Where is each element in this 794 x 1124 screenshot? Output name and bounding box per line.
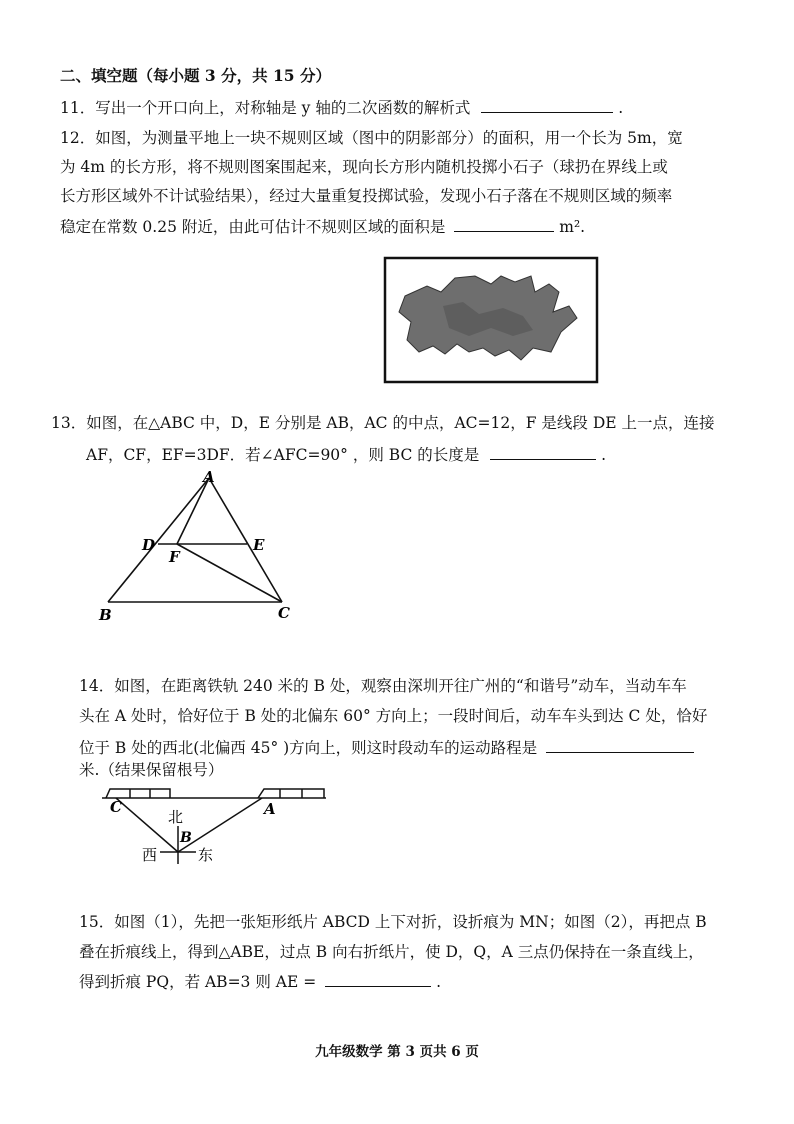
train-a bbox=[258, 789, 324, 798]
q15-line-1: 15．如图（1），先把一张矩形纸片 ABCD 上下对折，设折痕为 MN；如图（2），再把点 B bbox=[79, 913, 707, 931]
label-a: A bbox=[264, 800, 276, 818]
q15-answer-blank[interactable] bbox=[325, 970, 431, 987]
q12-line-4 bbox=[60, 215, 585, 237]
page-footer: 九年级数学 第 3 页共 6 页 bbox=[315, 1044, 479, 1060]
q13-line-2 bbox=[86, 443, 606, 465]
q13-text: AF，CF，EF=3DF．若∠AFC=90° ，则 BC 的长度是 bbox=[86, 446, 480, 464]
q14-line-4: 米.（结果保留根号） bbox=[79, 761, 224, 779]
q13-answer-blank[interactable] bbox=[490, 443, 596, 460]
q15-text: 得到折痕 PQ，若 AB=3 则 AE = bbox=[79, 973, 317, 991]
segment-ac bbox=[209, 478, 282, 602]
q12-figure bbox=[383, 256, 603, 386]
label-north: 北 bbox=[168, 808, 184, 826]
label-f: F bbox=[169, 548, 180, 566]
q14-answer-blank[interactable] bbox=[546, 736, 694, 753]
label-a: A bbox=[203, 468, 215, 486]
q12-answer-blank[interactable] bbox=[454, 215, 554, 232]
q13-figure bbox=[90, 468, 320, 628]
q15-line-2: 叠在折痕线上，得到△ABE，过点 B 向右折纸片，使 D，Q，A 三点仍保持在一条直线上， bbox=[79, 943, 704, 961]
q14-line-1: 14．如图，在距离铁轨 240 米的 B 处，观察由深圳开往广州的“和谐号”动车，当动车车 bbox=[79, 677, 687, 695]
q12-unit: m². bbox=[559, 218, 586, 236]
label-d: D bbox=[142, 536, 156, 554]
label-c: C bbox=[278, 604, 290, 622]
label-west: 西 bbox=[142, 846, 158, 864]
q11-answer-blank[interactable] bbox=[481, 96, 613, 113]
q14-figure bbox=[100, 782, 340, 872]
q13-end: . bbox=[601, 446, 607, 464]
label-b: B bbox=[180, 830, 192, 846]
segment-fc bbox=[177, 544, 282, 602]
train-c bbox=[106, 789, 170, 798]
q11-end: . bbox=[618, 99, 624, 117]
q14-line-3 bbox=[79, 736, 694, 758]
q11-text: 11．写出一个开口向上，对称轴是 y 轴的二次函数的解析式 bbox=[60, 99, 471, 117]
q12-text: 稳定在常数 0.25 附近，由此可估计不规则区域的面积是 bbox=[60, 218, 446, 236]
label-b: B bbox=[99, 606, 112, 624]
label-e: E bbox=[253, 536, 265, 554]
q13-line-1: 13．如图，在△ABC 中，D，E 分别是 AB，AC 的中点，AC=12，F 是线段 DE 上一点，连接 bbox=[51, 414, 715, 432]
q12-line-2: 为 4m 的长方形，将不规则图案围起来，现向长方形内随机投掷小石子（球扔在界线上或 bbox=[60, 158, 668, 176]
segment-ab bbox=[108, 478, 209, 602]
label-c: C bbox=[110, 798, 122, 816]
question-11 bbox=[60, 96, 623, 118]
q14-line-2: 头在 A 处时，恰好位于 B 处的北偏东 60° 方向上；一段时间后，动车车头到达 C 处，恰好 bbox=[79, 707, 708, 725]
q12-line-3: 长方形区域外不计试验结果），经过大量重复投掷试验，发现小石子落在不规则区域的频率 bbox=[60, 187, 673, 205]
section-title: 二、填空题（每小题 3 分，共 15 分） bbox=[60, 66, 331, 85]
q15-end: . bbox=[436, 973, 442, 991]
q15-line-3 bbox=[79, 970, 441, 992]
label-east: 东 bbox=[198, 846, 214, 864]
q14-text: 位于 B 处的西北(北偏西 45° )方向上，则这时段动车的运动路程是 bbox=[79, 739, 538, 757]
q12-line-1: 12．如图，为测量平地上一块不规则区域（图中的阴影部分）的面积，用一个长为 5m，宽 bbox=[60, 129, 683, 147]
